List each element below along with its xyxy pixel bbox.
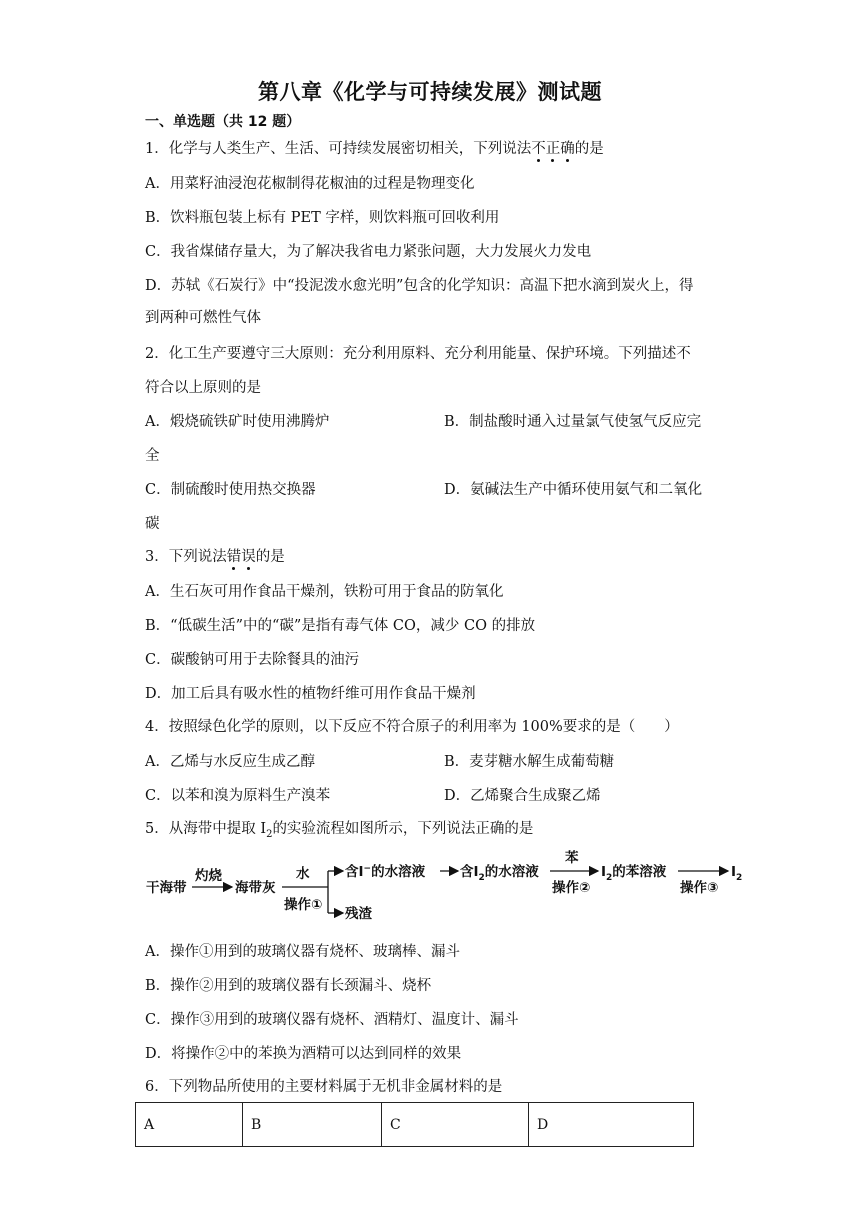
q5-stem [145, 817, 533, 840]
table-row [136, 1103, 694, 1147]
q4-option-d: D．乙烯聚合生成聚乙烯 [444, 788, 601, 804]
q5-stem-end: 的实验流程如图所示，下列说法正确的是 [272, 821, 534, 837]
q5-option-a: A．操作①用到的玻璃仪器有烧杯、玻璃棒、漏斗 [145, 944, 460, 960]
q1-option-b: B．饮料瓶包装上标有 PET 字样，则饮料瓶可回收利用 [145, 210, 500, 226]
q6-options-table [135, 1102, 694, 1147]
q3-option-c: C．碳酸钠可用于去除餐具的油污 [145, 652, 360, 668]
q2-option-b-line2: 全 [145, 448, 160, 464]
q1-stem-text: 1．化学与人类生产、生活、可持续发展密切相关，下列说法 [145, 141, 532, 157]
emphasis-dot-char: 误 [241, 545, 256, 566]
q5-option-b: B．操作②用到的玻璃仪器有长颈漏斗、烧杯 [145, 978, 432, 994]
flow-label-benzene: 苯 [565, 850, 579, 866]
q1-option-c: C．我省煤储存量大，为了解决我省电力紧张问题，大力发展火力发电 [145, 244, 592, 260]
q1-option-d-line1: D．苏轼《石炭行》中“投泥泼水愈光明”包含的化学知识：高温下把水滴到炭火上，得 [145, 278, 694, 294]
flow-node-iodine-aqueous: 含$I_2$的水溶液 [460, 864, 539, 883]
page-title: 第八章《化学与可持续发展》测试题 [258, 80, 602, 104]
q4-option-c: C．以苯和溴为原料生产溴苯 [145, 788, 331, 804]
flow-label-burn: 灼烧 [195, 868, 222, 884]
q4-option-a: A．乙烯与水反应生成乙醇 [145, 754, 315, 770]
flow-node-iodide-solution: 含I−的水溶液 [345, 864, 426, 880]
q2-option-b-line1: B．制盐酸时通入过量氯气使氢气反应完 [444, 414, 702, 430]
flow-label-op1: 操作① [284, 897, 323, 913]
flow-node-iodine: $I_2$ [731, 864, 743, 883]
q1-stem [145, 137, 604, 158]
flow-node-kelp-ash: 海带灰 [235, 880, 276, 896]
q1-option-a: A．用菜籽油浸泡花椒制得花椒油的过程是物理变化 [145, 176, 475, 192]
q1-option-d-line2: 到两种可燃性气体 [145, 310, 261, 326]
flow-label-op3: 操作③ [680, 880, 719, 896]
flow-node-iodine-benzene: $I_2$的苯溶液 [601, 864, 667, 883]
table-cell-c: C [382, 1103, 529, 1147]
q4-stem: 4．按照绿色化学的原则，以下反应不符合原子的利用率为 100%要求的是（ ） [145, 719, 679, 735]
q2-option-d-line2: 碳 [145, 516, 160, 532]
emphasis-dot-char: 错 [227, 545, 242, 566]
flow-node-dried-kelp: 干海带 [146, 880, 187, 896]
q1-stem-end: 的是 [574, 141, 604, 157]
q3-stem-end: 的是 [255, 549, 285, 565]
q2-stem-line1: 2．化工生产要遵守三大原则：充分利用原料、充分利用能量、保护环境。下列描述不 [145, 346, 691, 362]
q2-option-d-line1: D．氨碱法生产中循环使用氨气和二氧化 [444, 482, 703, 498]
table-cell-b: B [243, 1103, 382, 1147]
flow-label-water: 水 [296, 866, 310, 882]
flow-node-residue: 残渣 [345, 906, 372, 922]
q5-option-c: C．操作③用到的玻璃仪器有烧杯、酒精灯、温度计、漏斗 [145, 1012, 519, 1028]
table-cell-d: D [529, 1103, 694, 1147]
emphasis-dot-char: 不 [531, 137, 546, 158]
q3-option-b: B．“低碳生活”中的“碳”是指有毒气体 CO，减少 CO 的排放 [145, 618, 536, 634]
q5-stem-subscript: 2 [266, 828, 273, 840]
q3-option-a: A．生石灰可用作食品干燥剂，铁粉可用于食品的防氧化 [145, 584, 504, 600]
emphasis-dot-char: 确 [560, 137, 575, 158]
q5-stem-text: 5．从海带中提取 I [145, 821, 267, 837]
q3-stem [145, 545, 285, 566]
q5-option-d: D．将操作②中的苯换为酒精可以达到同样的效果 [145, 1046, 462, 1062]
q2-option-a: A．煅烧硫铁矿时使用沸腾炉 [145, 414, 330, 430]
q6-stem: 6．下列物品所使用的主要材料属于无机非金属材料的是 [145, 1079, 503, 1095]
emphasis-dot-char: 正 [546, 137, 561, 158]
flow-label-op2: 操作② [552, 880, 591, 896]
q2-option-c: C．制硫酸时使用热交换器 [145, 482, 316, 498]
extraction-flow-diagram [140, 840, 750, 928]
q3-option-d: D．加工后具有吸水性的植物纤维可用作食品干燥剂 [145, 686, 476, 702]
q2-stem-line2: 符合以上原则的是 [145, 380, 261, 396]
q3-stem-text: 3．下列说法 [145, 549, 227, 565]
table-cell-a: A [136, 1103, 243, 1147]
section-heading: 一、单选题（共 12 题） [145, 114, 301, 130]
q4-option-b: B．麦芽糖水解生成葡萄糖 [444, 754, 615, 770]
